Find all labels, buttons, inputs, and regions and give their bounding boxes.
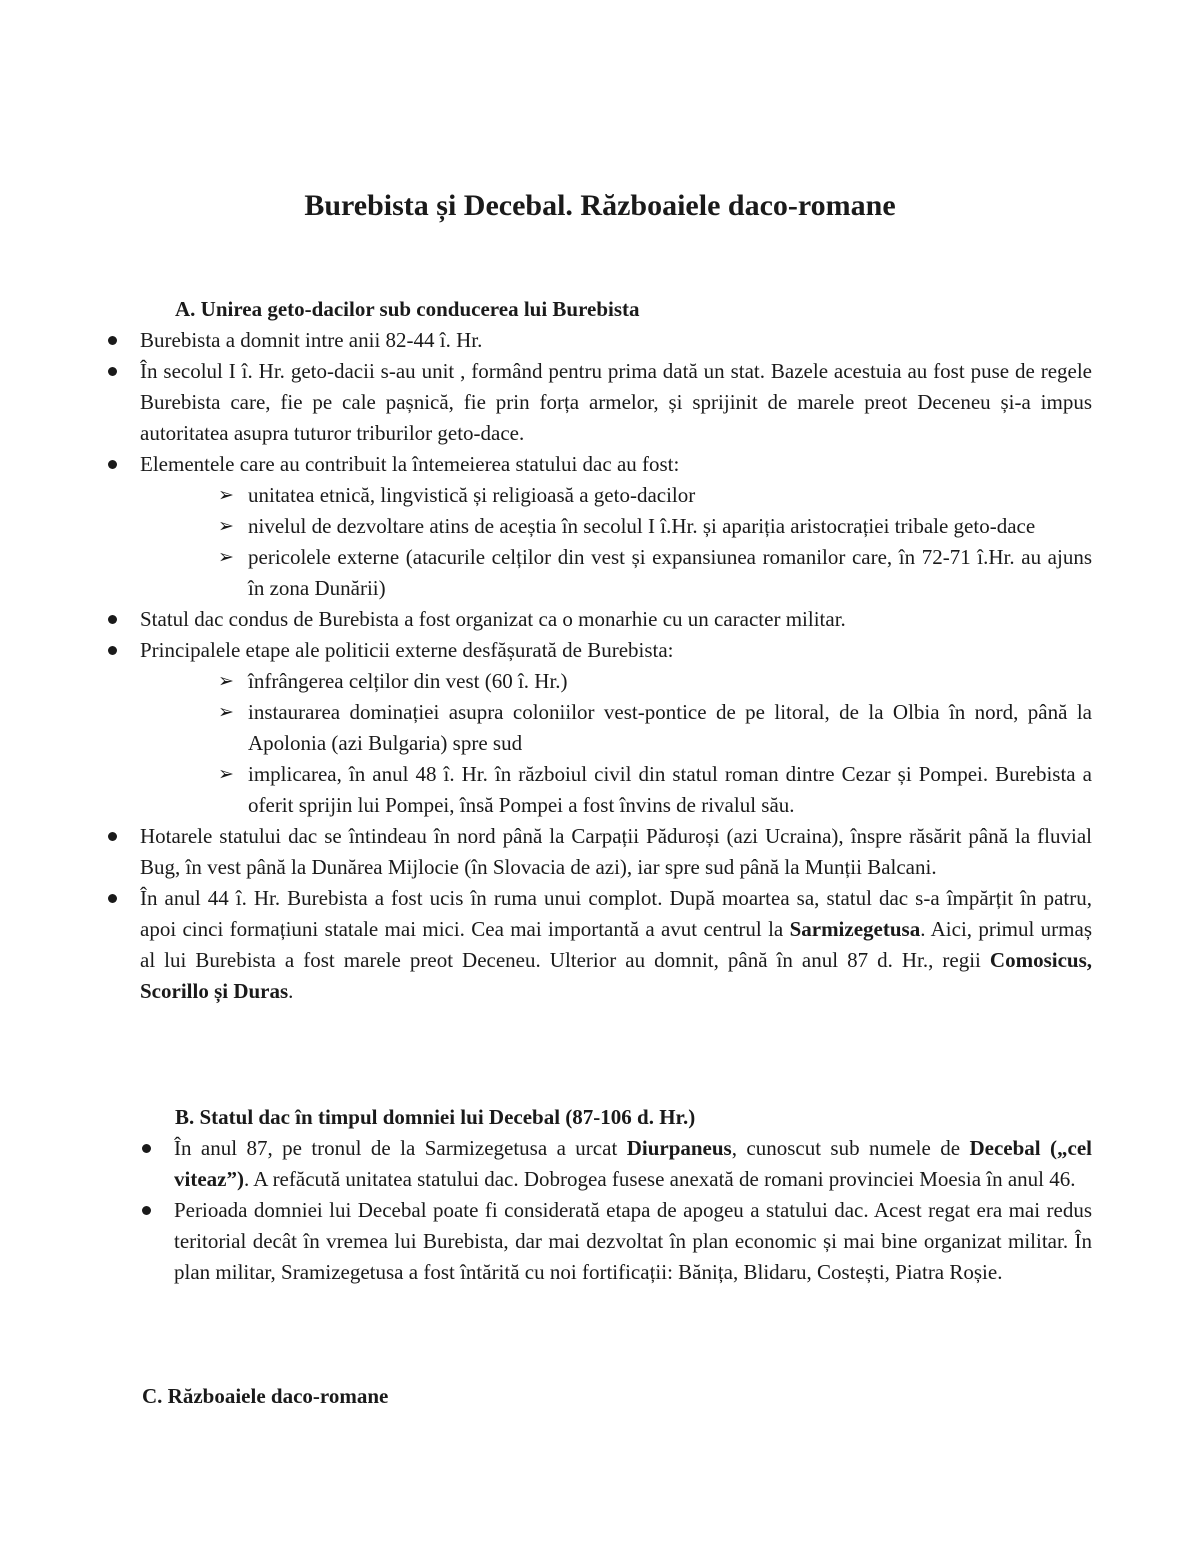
bullet-icon [108,336,117,345]
bold-decebal: Decebal („cel viteaz”) [174,1136,1092,1191]
sub-list-item: ➢ instaurarea dominației asupra coloniilor vest-pontice de pe litoral, de la Olbia în nord, până la Apolonia (azi Bulgaria) spre sud [216,697,1092,759]
sub-list-item: ➢ unitatea etnică, lingvistică și religioasă a geto-dacilor [216,480,1092,511]
page-title: Burebista și Decebal. Războaiele daco-romane [304,189,896,222]
policy-sublist [108,666,1092,821]
sub-list-wrapper [108,480,1092,604]
section-a-heading: A. Unirea geto-dacilor sub conducerea lui Burebista [175,297,640,321]
list-item: Elementele care au contribuit la întemeierea statului dac au fost: [108,449,1092,480]
section-b-list [142,1133,1092,1288]
list-item: Hotarele statului dac se întindeau în nord până la Carpații Păduroși (azi Ucraina), înspre răsărit până la fluvial Bug, în vest până la Dunărea Mijlocie (în Slovacia de azi), iar spre sud până la Munții Balcani. [108,821,1092,883]
bullet-icon [108,615,117,624]
sub-list-item: ➢ implicarea, în anul 48 î. Hr. în războiul civil din statul roman dintre Cezar și Pompei. Burebista a oferit sprijin lui Pompei, însă Pompei a fost învins de rivalul său. [216,759,1092,821]
arrow-bullet-icon: ➢ [218,670,234,692]
list-item: Principalele etape ale politicii externe desfășurată de Burebista: [108,635,1092,666]
sub-list-wrapper [108,666,1092,821]
bullet-icon [108,894,117,903]
section-a-list [108,325,1092,1007]
list-item: Statul dac condus de Burebista a fost organizat ca o monarhie cu un caracter militar. [108,604,1092,635]
sub-list-item: ➢ înfrângerea celților din vest (60 î. Hr.) [216,666,1092,697]
sub-list-item: ➢ pericolele externe (atacurile celților din vest și expansiunea romanilor care, în 72-71 î.Hr. au ajuns în zona Dunării) [216,542,1092,604]
bullet-icon [108,460,117,469]
elements-sublist [108,480,1092,604]
arrow-bullet-icon: ➢ [218,701,234,723]
sub-list-item: ➢ nivelul de dezvoltare atins de aceștia în secolul I î.Hr. și apariția aristocrației tribale geto-dace [216,511,1092,542]
bullet-icon [108,367,117,376]
list-item: În anul 44 î. Hr. Burebista a fost ucis în ruma unui complot. După moartea sa, statul dac s-a împărțit în patru, apoi cinci formațiuni statale mai mici. Cea mai importantă a avut centrul la Sarmizegetusa. Aici, primul urmaș al lui Burebista a fost marele preot Deceneu. Ulterior au domnit, până în anul 87 d. Hr., regii Comosicus, Scorillo și Duras. [108,883,1092,1007]
section-c-heading: C. Războaiele daco-romane [142,1384,389,1408]
arrow-bullet-icon: ➢ [218,515,234,537]
bold-sarmizegetusa: Sarmizegetusa [789,917,921,941]
section-b-heading: B. Statul dac în timpul domniei lui Decebal (87-106 d. Hr.) [175,1105,696,1129]
bold-kings: Comosicus, Scorillo și Duras [140,948,1092,1003]
list-item: Perioada domniei lui Decebal poate fi considerată etapa de apogeu a statului dac. Acest regat era mai redus teritorial decât în vremea lui Burebista, dar mai dezvoltat în plan economic și mai bine organizat militar. În plan militar, Sramizegetusa a fost întărită cu noi fortificații: Bănița, Blidaru, Costești, Piatra Roșie. [142,1195,1092,1288]
bullet-icon [142,1144,151,1153]
list-item: Burebista a domnit intre anii 82-44 î. Hr. [108,325,1092,356]
bullet-icon [142,1206,151,1215]
list-item: În secolul I î. Hr. geto-dacii s-au unit , formând pentru prima dată un stat. Bazele acestuia au fost puse de regele Burebista care, fie pe cale pașnică, fie prin forța armelor, și sprijinit de marele preot Deceneu și-a impus autoritatea asupra tuturor triburilor geto-dace. [108,356,1092,449]
arrow-bullet-icon: ➢ [218,763,234,785]
arrow-bullet-icon: ➢ [218,484,234,506]
bold-diurpaneus: Diurpaneus [626,1136,732,1160]
bullet-icon [108,832,117,841]
list-item: În anul 87, pe tronul de la Sarmizegetusa a urcat Diurpaneus, cunoscut sub numele de Decebal („cel viteaz”). A refăcută unitatea statului dac. Dobrogea fusese anexată de romani provinciei Moesia în anul 46. [142,1133,1092,1195]
arrow-bullet-icon: ➢ [218,546,234,568]
bullet-icon [108,646,117,655]
